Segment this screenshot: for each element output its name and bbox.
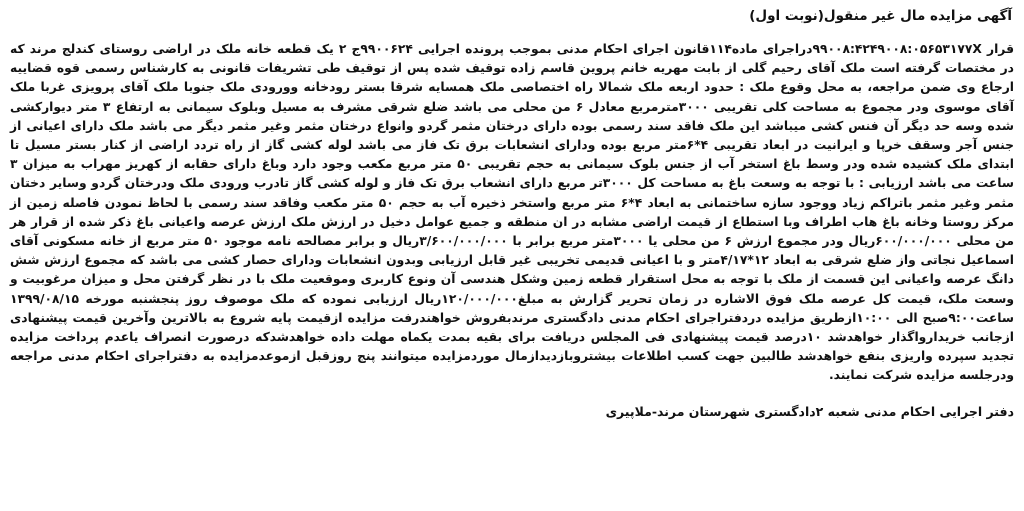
notice-footer-signature: دفتر اجرایی احکام مدنی شعبه ۲دادگستری شهرستان مرند-ملاپیری — [605, 403, 1014, 419]
notice-title: آگهی مزایده مال غیر منقول(نوبت اول) — [749, 8, 1012, 24]
notice-body: قرار ۹۹۰۰۸:۴۲۴۹۰۰۸:۰۵۶۵۳۱۷۷Xدراجرای ماده۱۱۴قانون اجرای احکام مدنی بموجب پرونده اجرایی ۹۹۰۰۶۲۴ج ۲ یک قطعه خانه ملک در اراضی روستای کندلج مرند که در مختصات گرفته است ملک آقای رحیم گلی از بابت مهریه خانم پروین قاسم زاده توقیف شده پس از توقیف طی تشریفات قانونی به کارشناس رسمی قوه قضاییه ارجاع وی ضمن مراجعه، به محل وقوع ملک : حدود اربعه ملک شمالا راه اختصاصی ملک همسایه شرقا بستر رودخانه وورودی ملک جنوبا ملک آقای پرویزی غربا ملک آقای موسوی ودر مجموع به مساحت کلی تقریبی ۳۰۰۰مترمربع معادل ۶ من محلی می باشد ضلع شرقی مشرف به مسیل وبلوک سیمانی به ارتفاع ۳ متر دیوارکشی شده وسه حد دیگر آن فنس کشی میباشد این ملک فاقد سند رسمی بوده دارای درختان مثمر گردو وانواع درختان مثمر وغیر مثمر دیگر می باشد ملک دارای اعیانی از جنس آجر وسقف خرپا و ایرانیت در ابعاد تقریبی ۴*۶متر مربع بوده ودارای انشعابات برق تک فاز می باشد لوله کشی گاز از راه تردد اراضی از کنار بستر مسیل تا ابتدای ملک کشیده شده ودر وسط باغ استخر آب از جنس بلوک سیمانی به حجم تقریبی ۵۰ متر مربع مکعب وجود دارد وباغ دارای حقابه از کهریز مهراب به میزان ۳ ساعت می باشد ارزیابی : با توجه به وسعت باغ به مساحت کل ۳۰۰۰تر مربع دارای انشعاب برق تک فاز و لوله کشی گاز تادرب ورودی ملک ودرختان گردو وسایر دختان مثمر وغیر مثمر باتراکم زیاد ووجود سازه ساختمانی به ابعاد ۴*۶ متر مربع واستخر ذخیره آب به حجم ۵۰ متر مکعب وفاقد سند رسمی با لحاظ نمودن فاصله زمین از مرکز روستا وخانه باغ هاب اطراف وبا استطاع از قیمت اراضی مشابه در ان منطقه و جمیع عوامل دخیل در ارزش ملک ارزش عرصه واعیانی باغ ذکر شده از قرار هر من محلی ۶۰۰/۰۰۰/۰۰۰ریال ودر مجموع ارزش ۶ من محلی یا ۳۰۰۰متر مربع برابر با ۳/۶۰۰/۰۰۰/۰۰۰ریال و برابر مصالحه نامه موجود ۵۰ متر مربع از خانه مسکونی آقای اسماعیل نجاتی واز ضلع شرقی به ابعاد ۱۲*۴/۱۷متر و با اعیانی قدیمی تخریبی غیر قابل ارزیابی وبدون انشعابات ودارای حصار کشی می باشد که مجموع ارزش شش دانگ عرصه واعیانی این قسمت از ملک با توجه به محل استقرار قطعه زمین وشکل هندسی آن ونوع کاربری وموقعیت ملک با در نظر گرفتن محل و میزان مرغوبیت و وسعت ملک، قیمت کل عرصه ملک فوق الاشاره در زمان تحریر گزارش به مبلغ۱۲۰/۰۰۰/۰۰۰ریال ارزیابی نموده که ملک موصوف روز پنجشنبه مورخه ۱۳۹۹/۰۸/۱۵ ساعت۹:۰۰صبح الی ۱۰:۰۰ازطریق مزایده دردفتراجرای احکام مدنی دادگستری مرندبفروش خواهندرفت مزایده ازقیمت پایه شروع به بالاترین وآخرین قیمت پیشنهادی ازجانب خریدارواگذار خواهدشد ۱۰درصد قیمت پیشنهادی فی المجلس دریافت برای بقیه بمدت یکماه مهلت داده خواهدشدکه درصورت انصراف یاعدم پرداخت مزایده تجدید سپرده واریزی بنفع خواهدشد طالبین جهت کسب اطلاعات بیشتروبازدیدازمال موردمزایده میتوانند پنج روزقبل ازموعدمزایده به دفتراجرای احکام مدنی مراجعه ودرجلسه مزایده شرکت نمایند. — [10, 42, 1015, 383]
